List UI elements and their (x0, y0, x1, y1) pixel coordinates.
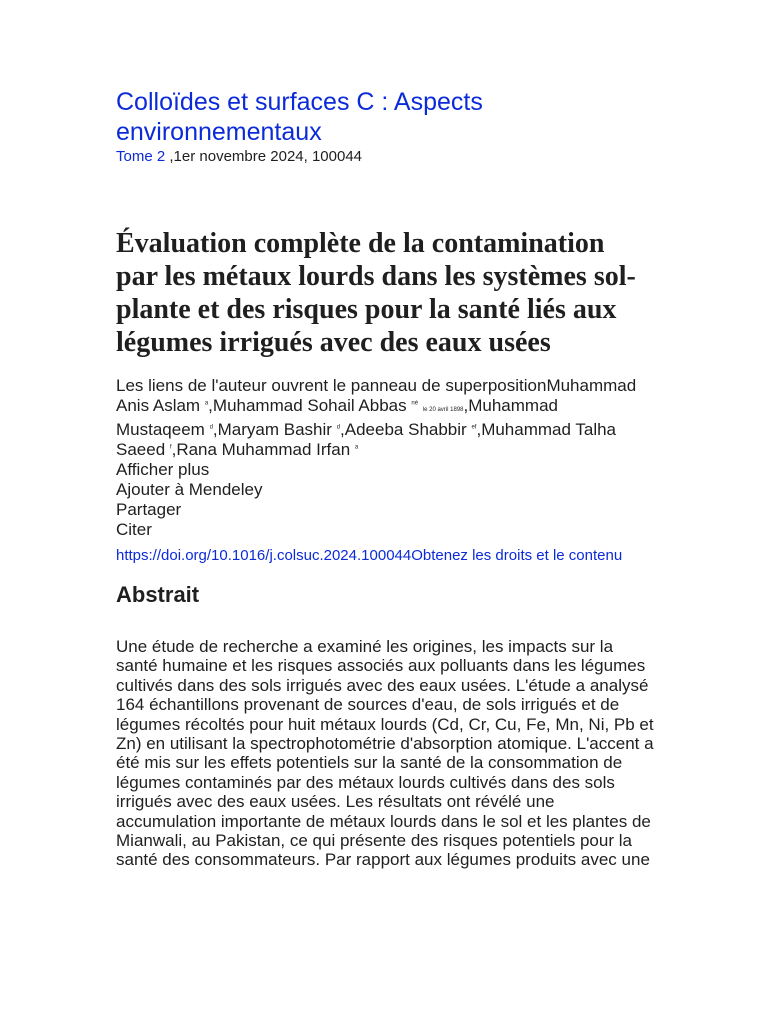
rights-link[interactable]: Obtenez les droits et le contenu (411, 547, 623, 564)
author-affiliation: a (204, 400, 209, 407)
author-link[interactable]: Muhammad Talha Saeed (116, 420, 617, 459)
abstract-heading: Abstrait (116, 582, 200, 607)
author-note: le 20 avril 1898 (422, 407, 464, 413)
issue-date: ,1er novembre 2024, 100044 (165, 148, 363, 165)
share-button[interactable]: Partager (116, 500, 182, 519)
author-link[interactable]: Rana Muhammad Irfan (176, 440, 351, 459)
author-list: Les liens de l'auteur ouvrent le panneau de superpositionMuhammad Anis Aslam $^a$,Muhammad Sohail Abbas $^{né}$ le 20 avril 1898,Muhammad Mustaqeem $^d$,Maryam Bashir $^d$,Adeeba Shabbir $^{ef}$,Muhammad Talha Saeed $^f$,Rana Muhammad Irfan $^a$ (116, 376, 637, 459)
author-affiliation: ef (471, 424, 477, 431)
doi-links (116, 547, 656, 565)
author-link[interactable]: Adeeba Shabbir (344, 420, 467, 439)
show-more-button[interactable]: Afficher plus (116, 460, 210, 479)
author-affiliation: a (354, 444, 359, 451)
cite-button[interactable]: Citer (116, 520, 152, 539)
journal-title-link[interactable]: Colloïdes et surfaces C : Aspects environnementaux (116, 88, 483, 146)
abstract-text: Une étude de recherche a examiné les origines, les impacts sur la santé humaine et les risques associés aux polluants dans les légumes cultivés dans des sols irrigués avec des eaux usées. L'étude a analysé 164 échantillons provenant de sources d'eau, de sols irrigués et de légumes récoltés pour huit métaux lourds (Cd, Cr, Cu, Fe, Mn, Ni, Pb et Zn) en utilisant la spectrophotométrie d'absorption atomique. L'accent a été mis sur les effets potentiels sur la santé de la consommation de légumes contaminés par des métaux lourds cultivés dans des sols irrigués avec des eaux usées. Les résultats ont révélé une accumulation importante de métaux lourds dans le sol et les plantes de Mianwali, au Pakistan, ce qui présente des risques potentiels pour la santé des consommateurs. Par rapport aux légumes produits avec une (116, 637, 654, 870)
author-link[interactable]: Muhammad Mustaqeem (116, 396, 558, 439)
author-link[interactable]: Muhammad Sohail Abbas (212, 396, 407, 415)
author-link[interactable]: Muhammad Anis Aslam (116, 376, 637, 415)
volume-link[interactable]: Tome 2 (116, 148, 166, 165)
author-affiliation: d (209, 424, 213, 431)
author-affiliation: f (169, 444, 172, 451)
issue-info (116, 148, 656, 166)
author-link[interactable]: Maryam Bashir (217, 420, 332, 439)
article-title: Évaluation complète de la contamination par les métaux lourds dans les systèmes sol-plante et des risques pour la santé liés aux légumes irrigués avec des eaux usées (116, 228, 636, 358)
author-affiliation: d (336, 424, 341, 431)
doi-link[interactable]: https://doi.org/10.1016/j.colsuc.2024.100044 (116, 547, 412, 564)
authors-intro: Les liens de l'auteur ouvrent le panneau de superposition (116, 376, 547, 395)
author-affiliation: né (411, 400, 419, 407)
add-mendeley-button[interactable]: Ajouter à Mendeley (116, 480, 263, 499)
